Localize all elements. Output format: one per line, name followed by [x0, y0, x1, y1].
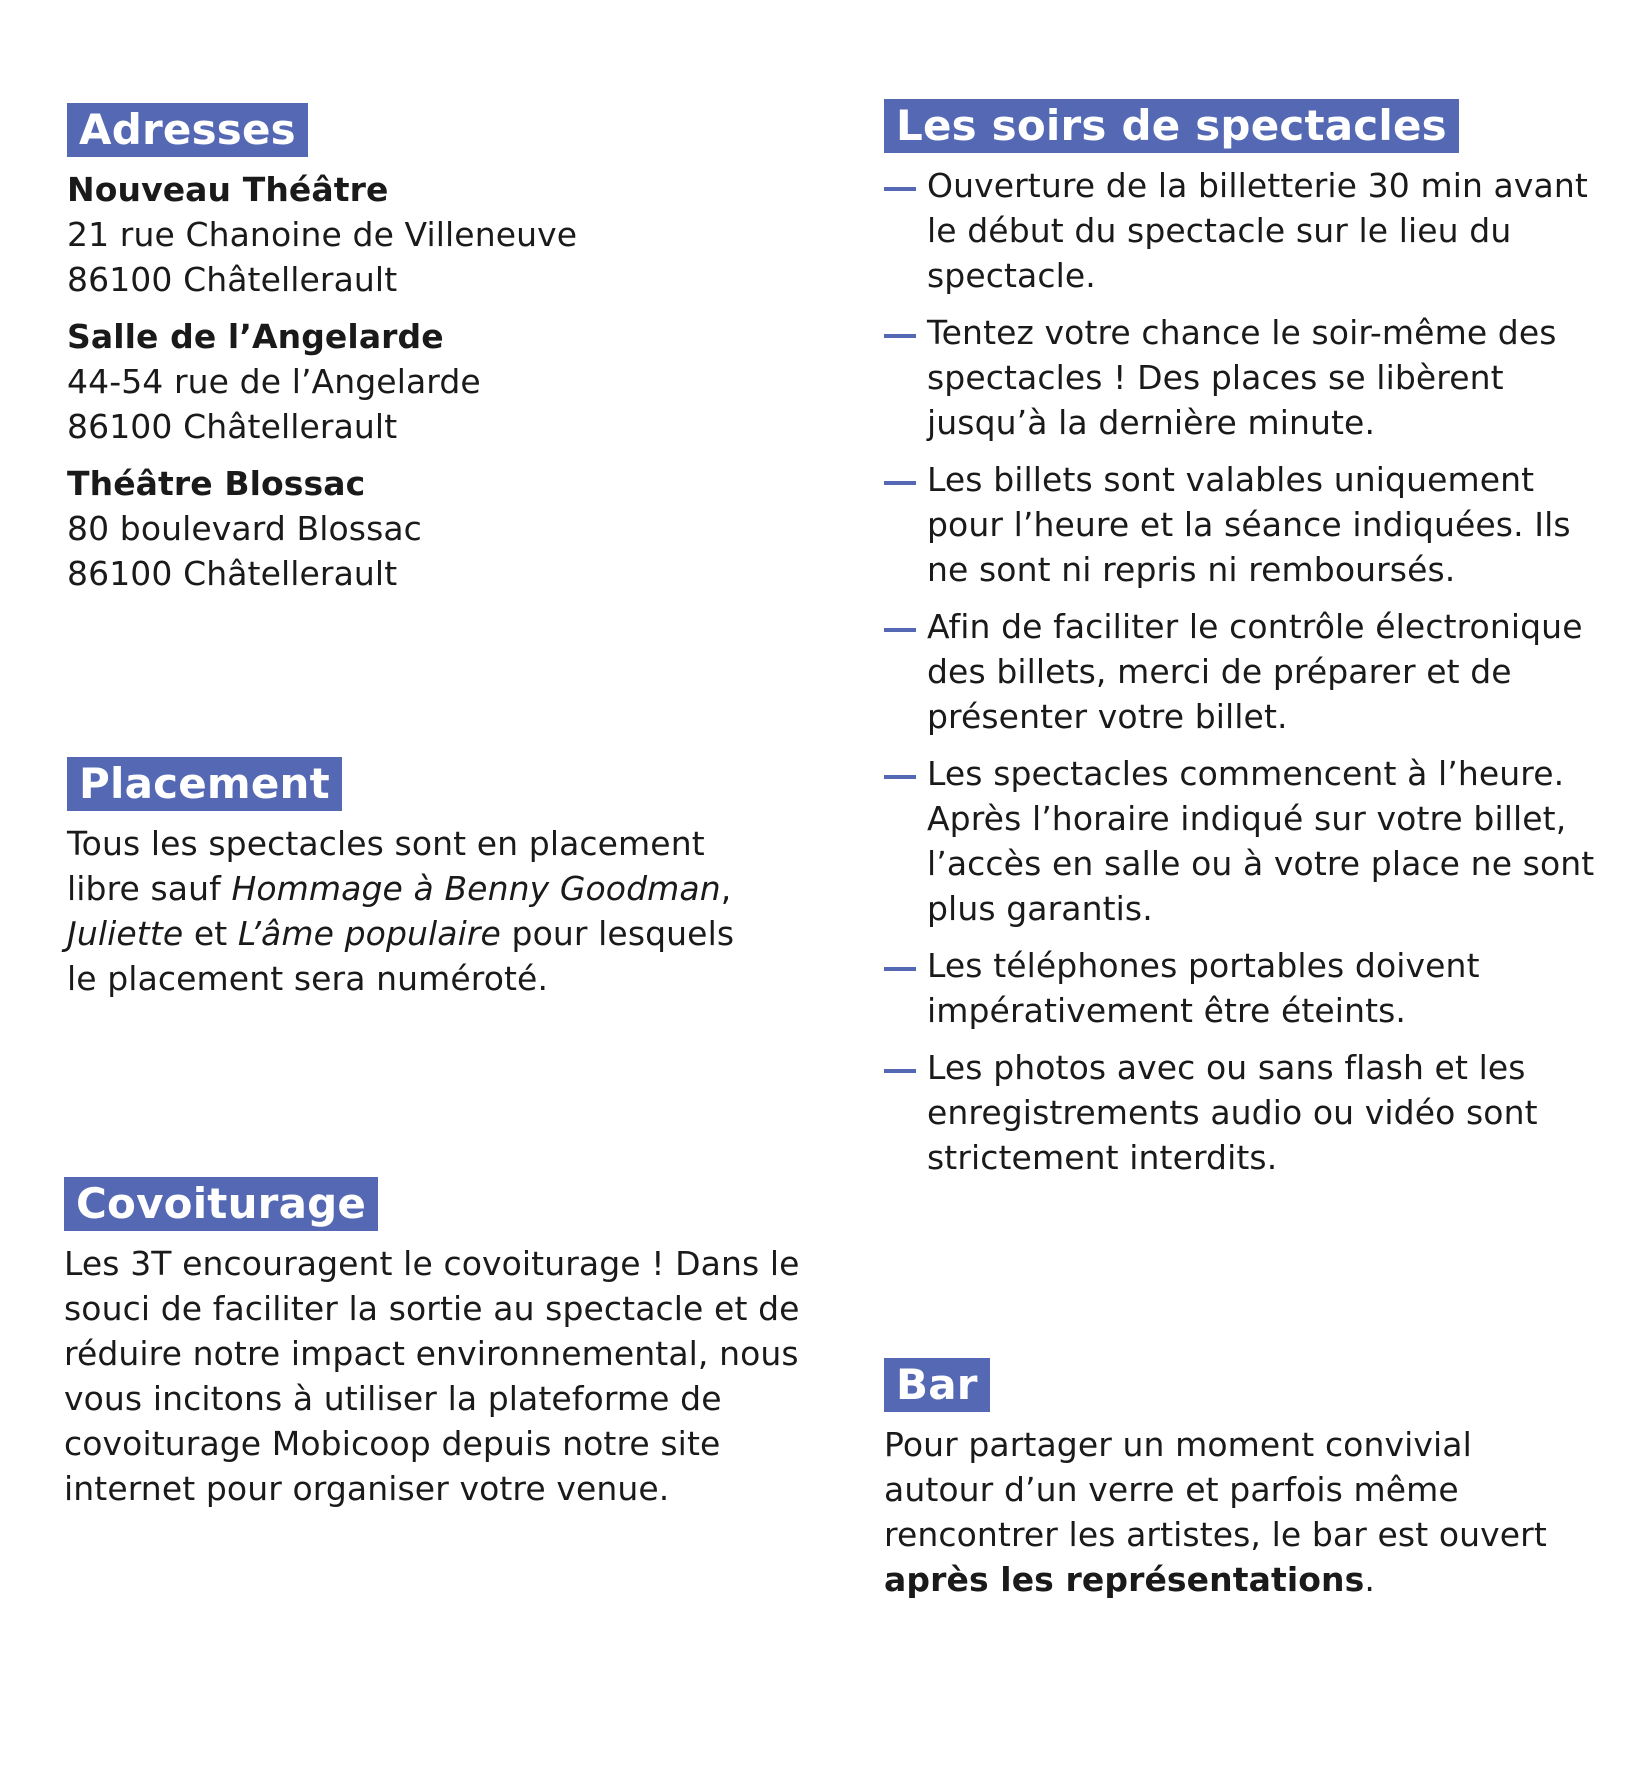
dash-bullet-icon — [884, 187, 916, 191]
dash-bullet-icon — [884, 1069, 916, 1073]
venue-city: 86100 Châtellerault — [67, 260, 398, 299]
venue-street: 80 boulevard Blossac — [67, 509, 422, 548]
list-item — [884, 457, 1604, 592]
rule-text: Les spectacles commencent à l’heure. Après l’horaire indiqué sur votre billet, l’accès en salle ou à votre place ne sont plus garantis. — [927, 754, 1595, 928]
show-title: Hommage à Benny Goodman — [231, 869, 721, 908]
venue-street: 44-54 rue de l’Angelarde — [67, 362, 481, 401]
list-item — [884, 751, 1604, 931]
placement-section — [67, 757, 767, 1001]
rule-text: Afin de faciliter le contrôle électronique des billets, merci de préparer et de présenter votre billet. — [927, 607, 1583, 736]
placement-text-part: pour lesquels le placement sera numéroté. — [67, 914, 735, 998]
bar-text-part: . — [1364, 1560, 1375, 1599]
bar-text — [884, 1422, 1584, 1602]
venue-street: 21 rue Chanoine de Villeneuve — [67, 215, 578, 254]
dash-bullet-icon — [884, 775, 916, 779]
venue-name: Salle de l’Angelarde — [67, 317, 444, 356]
venue-city: 86100 Châtellerault — [67, 554, 398, 593]
list-item — [884, 604, 1604, 739]
rule-text: Tentez votre chance le soir-même des spectacles ! Des places se libèrent jusqu’à la dernière minute. — [927, 313, 1557, 442]
placement-heading: Placement — [67, 757, 342, 811]
evenings-section — [884, 99, 1604, 1192]
list-item — [884, 943, 1604, 1033]
addresses-heading: Adresses — [67, 103, 308, 157]
rule-text: Les billets sont valables uniquement pour l’heure et la séance indiquées. Ils ne sont ni repris ni remboursés. — [927, 460, 1571, 589]
list-item — [884, 1045, 1604, 1180]
list-item — [884, 310, 1604, 445]
placement-text-part: et — [183, 914, 238, 953]
dash-bullet-icon — [884, 967, 916, 971]
carpool-text: Les 3T encouragent le covoiturage ! Dans le souci de faciliter la sortie au spectacle et de réduire notre impact environnemental, nous vous incitons à utiliser la plateforme de covoiturage Mobicoop depuis notre site internet pour organiser votre venue. — [64, 1244, 800, 1508]
placement-text-part: , — [720, 869, 732, 908]
carpool-heading: Covoiturage — [64, 1177, 378, 1231]
dash-bullet-icon — [884, 334, 916, 338]
addresses-section — [67, 103, 767, 608]
bar-text-part: Pour partager un moment convivial autour d’un verre et parfois même rencontrer les artistes, le bar est ouvert — [884, 1425, 1547, 1554]
placement-text — [67, 821, 757, 1001]
venue-theatre-blossac — [67, 461, 767, 596]
rule-text: Les téléphones portables doivent impérativement être éteints. — [927, 946, 1480, 1030]
carpool-section — [64, 1177, 804, 1511]
dash-bullet-icon — [884, 628, 916, 632]
rule-text: Ouverture de la billetterie 30 min avant le début du spectacle sur le lieu du spectacle. — [927, 166, 1588, 295]
list-item — [884, 163, 1604, 298]
bar-section — [884, 1358, 1584, 1602]
placement-text-part: Tous les spectacles sont en placement libre sauf — [67, 824, 705, 908]
evenings-heading: Les soirs de spectacles — [884, 99, 1459, 153]
venue-name: Théâtre Blossac — [67, 464, 366, 503]
bar-heading: Bar — [884, 1358, 990, 1412]
bar-highlight: après les représentations — [884, 1560, 1365, 1599]
rule-text: Les photos avec ou sans flash et les enregistrements audio ou vidéo sont strictement interdits. — [927, 1048, 1538, 1177]
rules-list — [884, 163, 1604, 1180]
venue-city: 86100 Châtellerault — [67, 407, 398, 446]
venue-name: Nouveau Théâtre — [67, 170, 389, 209]
venue-nouveau-theatre — [67, 167, 767, 302]
dash-bullet-icon — [884, 481, 916, 485]
venue-salle-angelarde — [67, 314, 767, 449]
show-title: L’âme populaire — [237, 914, 501, 953]
show-title: Juliette — [67, 914, 184, 953]
